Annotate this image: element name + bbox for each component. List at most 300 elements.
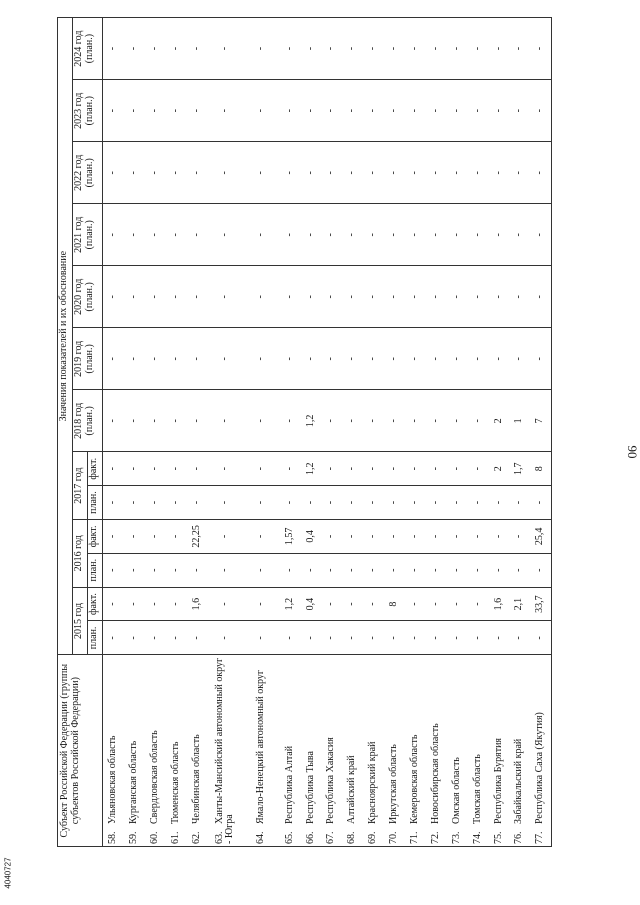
value-cell: - [187, 142, 208, 204]
subject-cell [166, 655, 187, 847]
value-cell: - [124, 452, 145, 486]
value-cell: - [342, 80, 363, 142]
value-cell: - [207, 519, 243, 553]
value-cell: - [363, 204, 384, 266]
value-cell: - [426, 553, 447, 587]
value-cell: - [243, 553, 279, 587]
value-cell: - [321, 266, 342, 328]
value-cell: - [279, 80, 300, 142]
value-cell: - [426, 18, 447, 80]
value-cell: - [145, 553, 166, 587]
value-cell: - [166, 519, 187, 553]
value-cell: - [166, 587, 187, 621]
value-cell: 2,1 [509, 587, 530, 621]
value-cell: - [426, 587, 447, 621]
row-number: 73. [450, 831, 462, 844]
value-cell: - [207, 390, 243, 452]
value-cell: - [363, 553, 384, 587]
value-cell: 1 [509, 390, 530, 452]
row-number: 69. [367, 831, 379, 844]
value-cell: - [384, 553, 405, 587]
value-cell: - [124, 80, 145, 142]
value-cell: - [321, 142, 342, 204]
subject-name: Забайкальский край [513, 738, 525, 824]
subject-cell [187, 655, 208, 847]
subject-cell [426, 655, 447, 847]
subject-name: Алтайский край [346, 755, 358, 824]
value-cell: - [509, 266, 530, 328]
value-cell: - [124, 204, 145, 266]
value-cell: - [488, 266, 509, 328]
value-cell: - [145, 18, 166, 80]
value-cell: - [279, 328, 300, 390]
value-cell: - [187, 204, 208, 266]
value-cell: - [124, 328, 145, 390]
indicator-table [57, 17, 552, 847]
value-cell: - [426, 621, 447, 655]
value-cell: - [363, 621, 384, 655]
value-cell: - [363, 328, 384, 390]
row-number: 70. [388, 831, 400, 844]
value-cell: - [103, 18, 124, 80]
value-cell: 1,6 [187, 587, 208, 621]
value-cell: - [187, 266, 208, 328]
value-cell: - [342, 553, 363, 587]
value-cell: - [530, 204, 551, 266]
value-cell: - [321, 328, 342, 390]
header-subject: Субъект Российской Федерации (группы субъектов Российской Федерации) [58, 655, 103, 847]
value-cell: - [488, 204, 509, 266]
value-cell: - [426, 80, 447, 142]
indicator-table-container [57, 17, 546, 847]
value-cell: - [405, 390, 426, 452]
row-number: 58. [107, 831, 119, 844]
subject-cell [124, 655, 145, 847]
subject-cell [363, 655, 384, 847]
value-cell: - [145, 80, 166, 142]
value-cell: - [530, 142, 551, 204]
value-cell: - [405, 328, 426, 390]
value-cell: - [103, 80, 124, 142]
subject-name: Новосибирская область [429, 723, 441, 824]
value-cell: - [207, 486, 243, 520]
value-cell: - [321, 18, 342, 80]
value-cell: - [279, 266, 300, 328]
subject-cell [207, 655, 243, 847]
value-cell: - [342, 621, 363, 655]
value-cell: - [342, 390, 363, 452]
value-cell: - [243, 328, 279, 390]
table-row [300, 18, 321, 847]
value-cell: - [363, 18, 384, 80]
value-cell: - [426, 519, 447, 553]
value-cell: - [166, 142, 187, 204]
subject-name: Республика Саха (Якутия) [534, 712, 546, 824]
header-2017-fact: факт. [88, 452, 103, 486]
table-row [530, 18, 551, 847]
value-cell: - [103, 452, 124, 486]
value-cell: - [363, 390, 384, 452]
value-cell: - [447, 142, 468, 204]
value-cell: - [488, 486, 509, 520]
value-cell: - [207, 553, 243, 587]
value-cell: - [145, 204, 166, 266]
value-cell: - [300, 204, 321, 266]
value-cell: - [342, 18, 363, 80]
header-2015: 2015 год [73, 587, 88, 655]
value-cell: - [426, 390, 447, 452]
value-cell: - [447, 621, 468, 655]
value-cell: - [384, 519, 405, 553]
value-cell: - [103, 266, 124, 328]
value-cell: - [509, 80, 530, 142]
value-cell: - [447, 328, 468, 390]
value-cell: - [243, 519, 279, 553]
table-row [342, 18, 363, 847]
value-cell: - [103, 553, 124, 587]
value-cell: - [166, 621, 187, 655]
value-cell: - [243, 390, 279, 452]
subject-cell [279, 655, 300, 847]
value-cell: 1,6 [488, 587, 509, 621]
subject-cell [509, 655, 530, 847]
value-cell: - [300, 266, 321, 328]
value-cell: - [405, 621, 426, 655]
value-cell: - [447, 486, 468, 520]
value-cell: - [300, 553, 321, 587]
value-cell: - [342, 204, 363, 266]
table-row [488, 18, 509, 847]
value-cell: - [467, 80, 488, 142]
value-cell: - [405, 452, 426, 486]
table-row [124, 18, 145, 847]
value-cell: - [426, 142, 447, 204]
value-cell: 8 [530, 452, 551, 486]
value-cell: 1,7 [509, 452, 530, 486]
value-cell: - [145, 621, 166, 655]
value-cell: - [145, 390, 166, 452]
subject-name: Челябинская область [190, 734, 202, 824]
value-cell: - [124, 266, 145, 328]
value-cell: - [405, 587, 426, 621]
value-cell: - [103, 486, 124, 520]
value-cell: - [103, 621, 124, 655]
header-2023: 2023 год (план.) [73, 80, 103, 142]
table-row [363, 18, 384, 847]
value-cell: - [243, 266, 279, 328]
value-cell: - [243, 621, 279, 655]
value-cell: 2 [488, 390, 509, 452]
value-cell: 1,2 [300, 390, 321, 452]
value-cell: - [363, 452, 384, 486]
subject-cell [447, 655, 468, 847]
table-row [405, 18, 426, 847]
subject-name: Республика Бурятия [492, 737, 504, 824]
value-cell: - [426, 328, 447, 390]
value-cell: - [405, 204, 426, 266]
row-number: 74. [471, 831, 483, 844]
value-cell: - [207, 142, 243, 204]
value-cell: - [321, 553, 342, 587]
row-number: 77. [534, 831, 546, 844]
value-cell: - [300, 328, 321, 390]
value-cell: - [405, 18, 426, 80]
subject-name: Тюменская область [169, 741, 181, 824]
row-number: 65. [283, 831, 295, 844]
value-cell: - [207, 204, 243, 266]
value-cell: - [279, 621, 300, 655]
table-row [321, 18, 342, 847]
value-cell: - [207, 266, 243, 328]
value-cell: - [187, 553, 208, 587]
value-cell: - [384, 452, 405, 486]
value-cell: 8 [384, 587, 405, 621]
row-number: 64. [255, 831, 267, 844]
value-cell: 1,57 [279, 519, 300, 553]
value-cell: - [187, 486, 208, 520]
value-cell: - [509, 519, 530, 553]
value-cell: 0,4 [300, 519, 321, 553]
row-number: 75. [492, 831, 504, 844]
value-cell: - [321, 621, 342, 655]
value-cell: - [530, 486, 551, 520]
subject-cell [384, 655, 405, 847]
value-cell: - [279, 390, 300, 452]
value-cell: - [426, 486, 447, 520]
value-cell: - [145, 486, 166, 520]
table-row [207, 18, 243, 847]
value-cell: - [384, 621, 405, 655]
value-cell: - [467, 266, 488, 328]
value-cell: - [488, 519, 509, 553]
table-row [384, 18, 405, 847]
value-cell: - [488, 80, 509, 142]
value-cell: - [384, 80, 405, 142]
value-cell: - [467, 18, 488, 80]
value-cell: - [243, 486, 279, 520]
value-cell: - [405, 486, 426, 520]
value-cell: - [145, 587, 166, 621]
value-cell: - [187, 80, 208, 142]
value-cell: - [342, 587, 363, 621]
value-cell: - [384, 486, 405, 520]
value-cell: - [207, 328, 243, 390]
header-2017: 2017 год [73, 452, 88, 520]
value-cell: - [187, 18, 208, 80]
value-cell: 1,2 [279, 587, 300, 621]
value-cell: - [124, 486, 145, 520]
row-number: 59. [128, 831, 140, 844]
value-cell: - [363, 486, 384, 520]
value-cell: - [166, 328, 187, 390]
value-cell: - [342, 486, 363, 520]
value-cell: - [207, 18, 243, 80]
value-cell: - [321, 390, 342, 452]
table-row [103, 18, 124, 847]
value-cell: - [166, 390, 187, 452]
header-2015-fact: факт. [88, 587, 103, 621]
header-2022: 2022 год (план.) [73, 142, 103, 204]
header-2016-fact: факт. [88, 519, 103, 553]
value-cell: - [509, 621, 530, 655]
value-cell: - [488, 553, 509, 587]
value-cell: - [145, 328, 166, 390]
value-cell: - [530, 553, 551, 587]
value-cell: - [467, 519, 488, 553]
value-cell: - [243, 587, 279, 621]
value-cell: - [467, 204, 488, 266]
value-cell: - [207, 621, 243, 655]
value-cell: - [509, 328, 530, 390]
value-cell: - [321, 486, 342, 520]
value-cell: - [488, 621, 509, 655]
value-cell: - [103, 519, 124, 553]
value-cell: - [342, 142, 363, 204]
value-cell: - [207, 80, 243, 142]
header-2020: 2020 год (план.) [73, 266, 103, 328]
value-cell: - [321, 204, 342, 266]
table-row [447, 18, 468, 847]
value-cell: - [124, 18, 145, 80]
value-cell: - [363, 266, 384, 328]
subject-name: Ханты-Мансийский автономный округ - Югра [213, 657, 236, 844]
table-row [509, 18, 530, 847]
value-cell: - [509, 553, 530, 587]
value-cell: - [447, 18, 468, 80]
value-cell: - [405, 80, 426, 142]
row-number: 60. [148, 831, 160, 844]
header-2016-plan: план. [88, 553, 103, 587]
value-cell: 25,4 [530, 519, 551, 553]
row-number: 61. [169, 831, 181, 844]
value-cell: - [426, 204, 447, 266]
value-cell: - [488, 142, 509, 204]
value-cell: - [426, 452, 447, 486]
value-cell: - [467, 452, 488, 486]
subject-name: Свердловская область [148, 730, 160, 824]
subject-cell [405, 655, 426, 847]
value-cell: - [384, 390, 405, 452]
value-cell: - [145, 452, 166, 486]
subject-name: Омская область [450, 757, 462, 824]
value-cell: - [447, 390, 468, 452]
value-cell: - [145, 142, 166, 204]
value-cell: 0,4 [300, 587, 321, 621]
value-cell: - [405, 142, 426, 204]
value-cell: - [363, 587, 384, 621]
value-cell: - [488, 18, 509, 80]
value-cell: - [530, 328, 551, 390]
value-cell: - [530, 80, 551, 142]
value-cell: - [321, 519, 342, 553]
value-cell: - [187, 328, 208, 390]
value-cell: 7 [530, 390, 551, 452]
value-cell: - [530, 266, 551, 328]
subject-cell [300, 655, 321, 847]
value-cell: - [243, 80, 279, 142]
value-cell: - [279, 204, 300, 266]
value-cell: - [321, 452, 342, 486]
value-cell: - [384, 204, 405, 266]
value-cell: - [166, 204, 187, 266]
value-cell: - [467, 390, 488, 452]
subject-name: Томская область [471, 754, 483, 824]
subject-cell [145, 655, 166, 847]
value-cell: - [447, 519, 468, 553]
value-cell: - [363, 142, 384, 204]
value-cell: - [509, 18, 530, 80]
value-cell: - [103, 328, 124, 390]
value-cell: - [363, 519, 384, 553]
value-cell: - [300, 18, 321, 80]
row-number: 71. [408, 831, 420, 844]
value-cell: - [342, 266, 363, 328]
value-cell: - [124, 553, 145, 587]
value-cell: - [243, 452, 279, 486]
row-number: 68. [346, 831, 358, 844]
subject-name: Республика Тыва [304, 751, 316, 824]
table-row [467, 18, 488, 847]
value-cell: - [509, 486, 530, 520]
value-cell: 22,25 [187, 519, 208, 553]
value-cell: - [447, 587, 468, 621]
subject-cell [342, 655, 363, 847]
value-cell: - [467, 587, 488, 621]
value-cell: - [447, 266, 468, 328]
value-cell: - [187, 390, 208, 452]
subject-name: Кемеровская область [408, 734, 420, 824]
value-cell: - [103, 587, 124, 621]
value-cell: - [279, 553, 300, 587]
subject-name: Красноярский край [367, 741, 379, 824]
value-cell: - [166, 452, 187, 486]
document-code: 4040727 [3, 857, 13, 889]
header-2016: 2016 год [73, 519, 88, 587]
value-cell: - [488, 328, 509, 390]
value-cell: 33,7 [530, 587, 551, 621]
value-cell: - [124, 142, 145, 204]
value-cell: - [243, 204, 279, 266]
subject-name: Республика Хакасия [325, 737, 337, 824]
value-cell: - [103, 142, 124, 204]
row-number: 62. [190, 831, 202, 844]
table-row [279, 18, 300, 847]
value-cell: - [447, 553, 468, 587]
row-number: 76. [513, 831, 525, 844]
value-cell: - [279, 486, 300, 520]
value-cell: - [342, 328, 363, 390]
value-cell: - [530, 18, 551, 80]
value-cell: - [405, 553, 426, 587]
value-cell: - [103, 390, 124, 452]
value-cell: - [166, 266, 187, 328]
subject-cell [467, 655, 488, 847]
value-cell: - [300, 142, 321, 204]
row-number: 63. [213, 831, 225, 844]
subject-cell [530, 655, 551, 847]
value-cell: - [243, 18, 279, 80]
value-cell: - [467, 142, 488, 204]
subject-name: Ульяновская область [107, 735, 119, 824]
value-cell: - [467, 553, 488, 587]
value-cell: - [467, 621, 488, 655]
row-number: 67. [325, 831, 337, 844]
value-cell: - [103, 204, 124, 266]
value-cell: - [124, 587, 145, 621]
table-row [166, 18, 187, 847]
page-number: 90 [625, 445, 640, 459]
subject-name: Курганская область [128, 740, 140, 824]
